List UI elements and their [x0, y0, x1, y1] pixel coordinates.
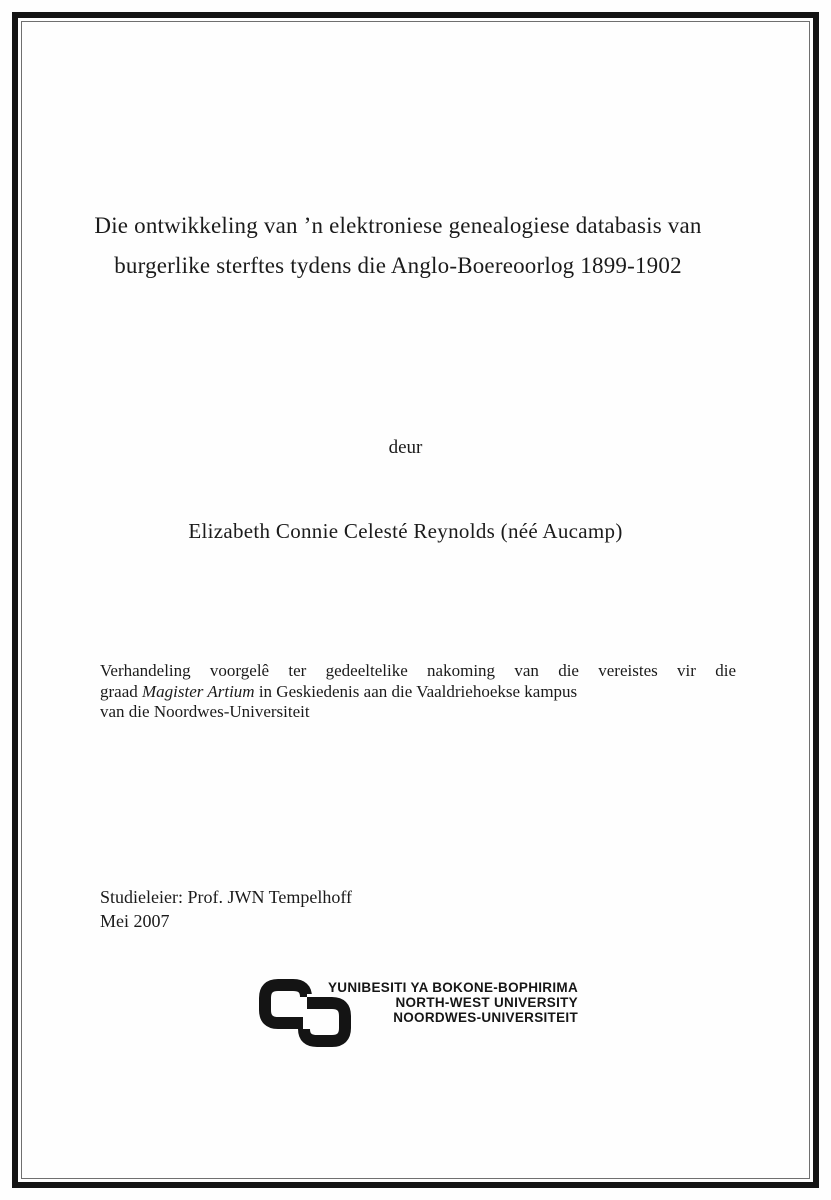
submission-line2-pre: graad: [100, 681, 143, 701]
supervisor-block: [100, 886, 352, 933]
logo-line-setswana: YUNIBESITI YA BOKONE-BOPHIRIMA: [327, 980, 578, 995]
submission-line3: van die Noordwes-Universiteit: [100, 702, 310, 721]
thesis-title-line1: Die ontwikkeling van ’n elektroniese genealogiese databasis van: [94, 213, 702, 238]
submission-line2-post: in Geskiedenis aan die Vaaldriehoekse kampus: [254, 681, 578, 701]
byline: deur: [388, 437, 423, 458]
submission-line1: Verhandeling voorgelê ter gedeeltelike nakoming van die vereistes vir die: [100, 661, 736, 680]
submission-line2: [100, 682, 736, 703]
author-name: Elizabeth Connie Celesté Reynolds (néé Aucamp): [188, 519, 623, 543]
thesis-title: [25, 206, 771, 286]
thesis-title-line2: burgerlike sterftes tydens die Anglo-Boereoorlog 1899-1902: [114, 253, 682, 278]
supervisor-line: Studieleier: Prof. JWN Tempelhoff: [100, 887, 353, 907]
degree-name: Magister Artium: [142, 681, 255, 701]
submission-statement: [100, 661, 736, 723]
date-line: Mei 2007: [100, 910, 170, 931]
logo-line-afrikaans: NOORDWES-UNIVERSITEIT: [393, 1009, 578, 1025]
university-logo-text: [328, 981, 578, 1025]
logo-line-english: NORTH-WEST UNIVERSITY: [395, 994, 578, 1010]
